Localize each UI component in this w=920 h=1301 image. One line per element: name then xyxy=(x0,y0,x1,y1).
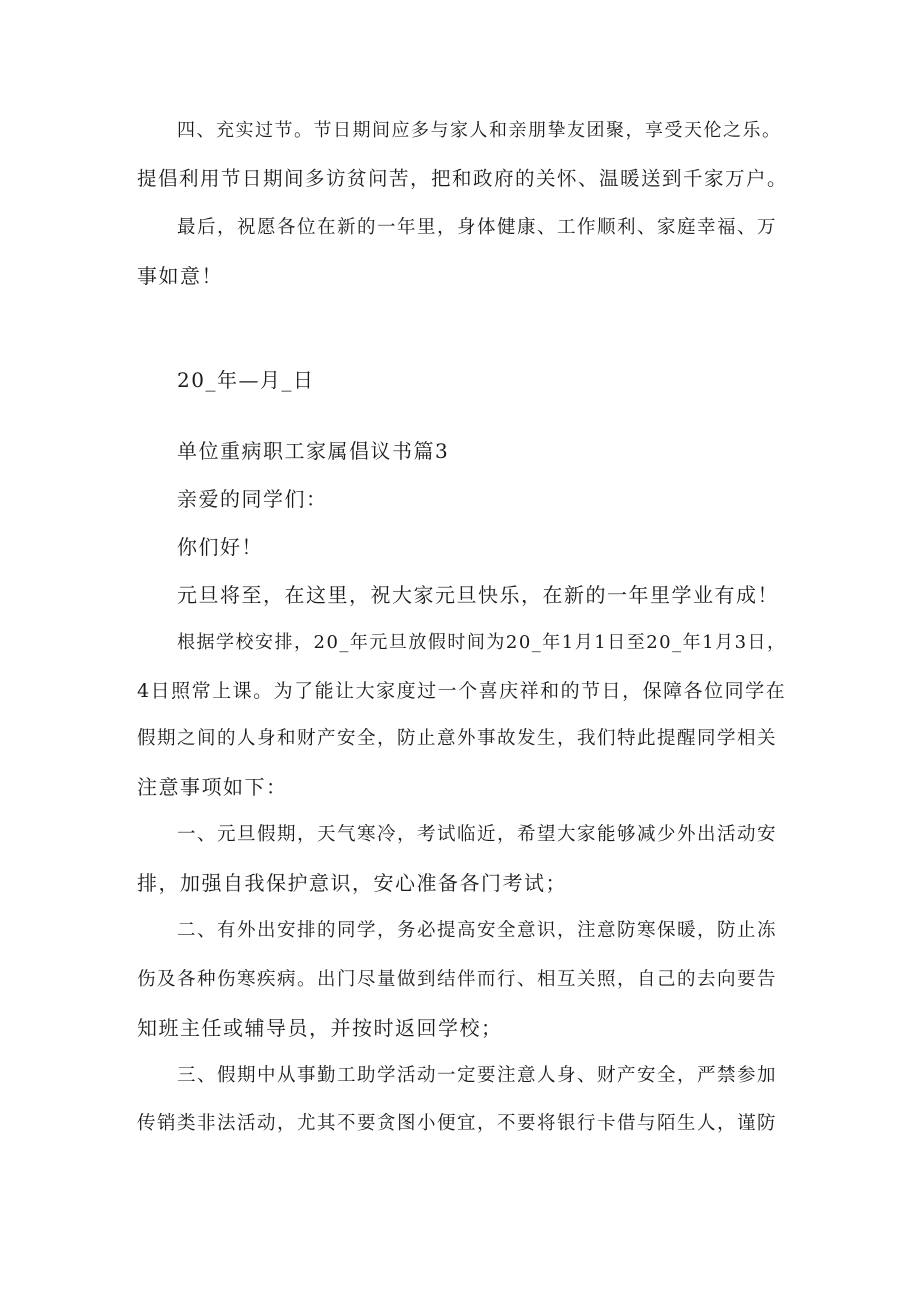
section-title: 单位重病职工家属倡议书篇3 xyxy=(177,439,450,463)
paragraph-line: 根据学校安排，20_年元旦放假时间为20_年1月1日至20_年1月3日， xyxy=(177,632,787,653)
paragraph-line: 传销类非法活动，尤其不要贪图小便宜，不要将银行卡借与陌生人，谨防 xyxy=(137,1113,778,1134)
greeting: 你们好！ xyxy=(177,535,263,559)
paragraph-line: 最后，祝愿各位在新的一年里，身体健康、工作顺利、家庭幸福、万 xyxy=(177,217,778,238)
paragraph-line: 元旦将至，在这里，祝大家元旦快乐，在新的一年里学业有成！ xyxy=(177,583,779,607)
paragraph-line: 知班主任或辅导员，并按时返回学校； xyxy=(137,1016,503,1040)
paragraph-line: 排，加强自我保护意识，安心准备各门考试； xyxy=(137,871,567,895)
paragraph-line: 假期之间的人身和财产安全，防止意外事故发生，我们特此提醒同学相关 xyxy=(137,728,778,749)
date-line: 20_年—月_日 xyxy=(177,368,315,392)
paragraph-line: 事如意！ xyxy=(137,264,223,288)
paragraph-line: 提倡利用节日期间多访贫问苦，把和政府的关怀、温暖送到千家万户。 xyxy=(137,167,789,190)
paragraph-line: 二、有外出安排的同学，务必提高安全意识，注意防寒保暖，防止冻 xyxy=(177,920,778,941)
salutation: 亲爱的同学们： xyxy=(177,487,328,511)
paragraph-line: 4日照常上课。为了能让大家度过一个喜庆祥和的节日，保障各位同学在 xyxy=(137,680,787,702)
paragraph-line: 一、元旦假期，天气寒冷，考试临近，希望大家能够减少外出活动安 xyxy=(177,824,778,845)
paragraph-line: 四、充实过节。节日期间应多与家人和亲朋挚友团聚，享受天伦之乐。 xyxy=(177,120,782,141)
paragraph-line: 注意事项如下： xyxy=(137,775,288,799)
paragraph-line: 三、假期中从事勤工助学活动一定要注意人身、财产安全，严禁参加 xyxy=(177,1065,778,1086)
paragraph-line: 伤及各种伤寒疾病。出门尽量做到结伴而行、相互关照，自己的去向要告 xyxy=(137,969,778,990)
